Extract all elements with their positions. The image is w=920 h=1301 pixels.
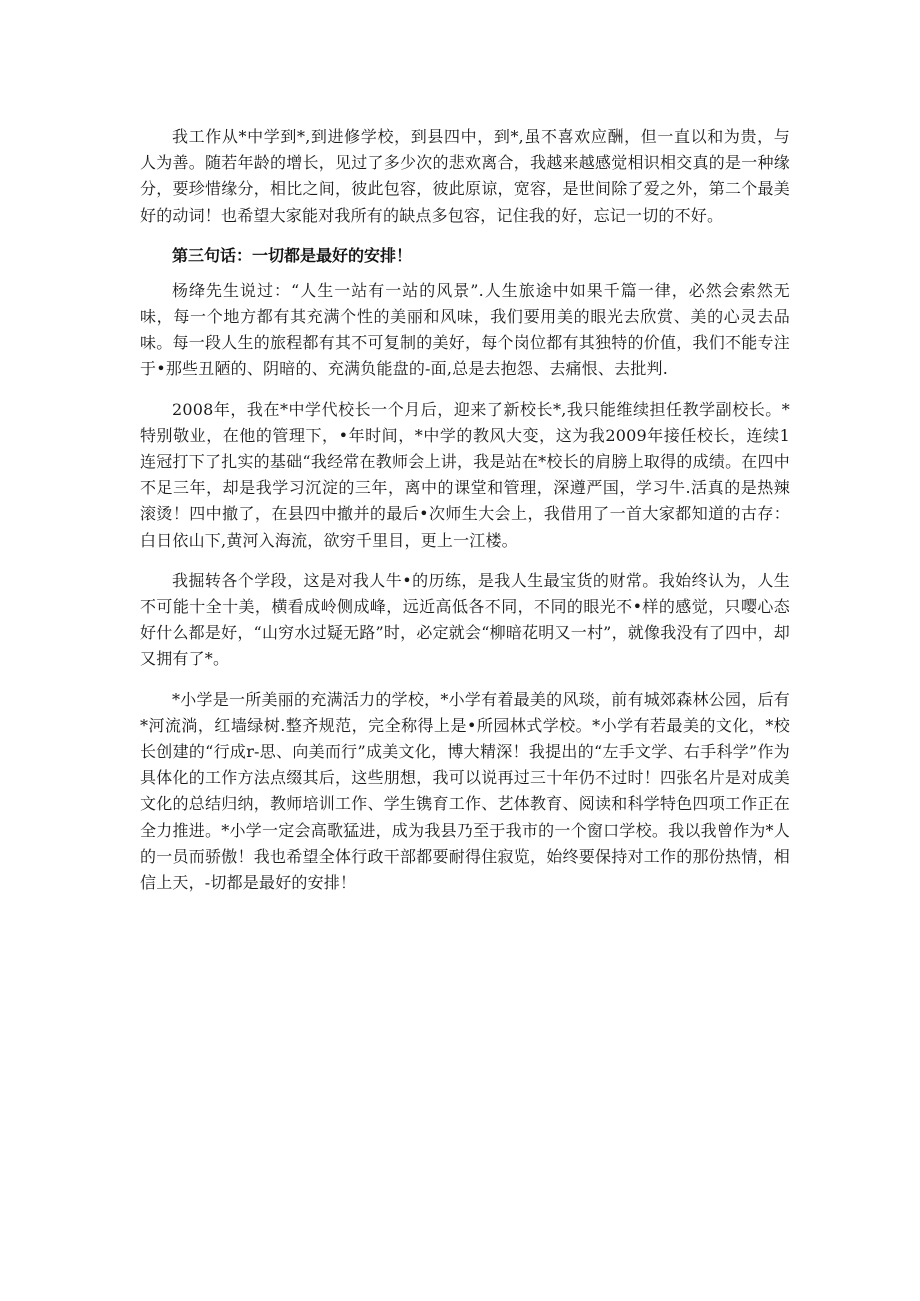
document-body [140, 124, 790, 910]
section-heading: 第三句话：一切都是最好的安排！ [172, 245, 413, 265]
paragraph-work-history: 我工作从*中学到*,到进修学校，到县四中，到*,虽不喜欢应酬，但一直以和为贵，与人为善。随若年龄的增长，见过了多少次的悲欢离合，我越来越感觉相识相交真的是一种缘分，要珍惜缘分，相比之间，彼此包容，彼此原谅，宽容，是世间除了爱之外，第二个最美好的动词！也希望大家能对我所有的缺点多包容，记住我的好，忘记一切的不好。 [140, 127, 790, 225]
paragraph-school-stages: 我掘转各个学段，这是对我人牛•的历练，是我人生最宝货的财常。我始终认为，人生不可能十全十美，横看成岭侧成峰，远近高低各不同，不同的眼光不•样的感觉，只嘤心态好什么都是好，“山穷水过疑无路”时，必定就会“柳暗花明又一村”，就像我没有了四中，却又拥有了*。 [140, 570, 790, 669]
paragraph-yang-jiang-quote: 杨绛先生说过：“人生一站有一站的风景”.人生旅途中如果千篇一律，必然会索然无味，每一个地方都有其充满个性的美丽和风味，我们要用美的眼光去欣赏、美的心灵去品味。每一段人生的旅程都有其不可复制的美好，每个岗位都有其独特的价值，我们不能专注于•那些丑陋的、阴暗的、充满负能盘的-面,总是去抱怨、去痛恨、去批判. [140, 280, 790, 379]
paragraph-2008: 2008年，我在*中学代校长一个月后，迎来了新校长*,我只能维续担任教学副校长。*特别敬业，在他的管理下，•年时间，*中学的教风大变，这为我2009年接任校长，连续1连冠打下了扎实的基础“我经常在教师会上讲，我是站在*校长的肩膀上取得的成绩。在四中不足三年，却是我学习沉淀的三年，离中的课堂和管理，深遵严国，学习牛.活真的是热辣滚烫！四中撤了，在县四中撤并的最后•次师生大会上，我借用了一首大家都知道的古存：白日依山下,黄河入海流，欲穷千里目，更上一江楼。 [140, 399, 790, 550]
paragraph-primary-school: *小学是一所美丽的充满活力的学校，*小学有着最美的风琰，前有城郊森林公园，后有*河流淌，红墙绿树.整齐规范，完全称得上是•所园林式学校。*小学有若最美的文化，*校长创建的“行成r-思、向美而行”成美文化，博大精深！我提出的“左手文学、右手科学”作为具体化的工作方法点缀其后，这些朋想，我可以说再过三十年仍不过时！四张名片是对成美文化的总结归纳，教师培训工作、学生镌育工作、艺体教育、阅读和科学特色四项工作正在全力推进。*小学一定会高歌猛进，成为我县乃至于我市的一个窗口学校。我以我曾作为*人的一员而骄傲！我也希望全体行政干部都要耐得住寂览，始终要保持对工作的那份热情，相信上天，-切都是最好的安排！ [140, 689, 790, 893]
